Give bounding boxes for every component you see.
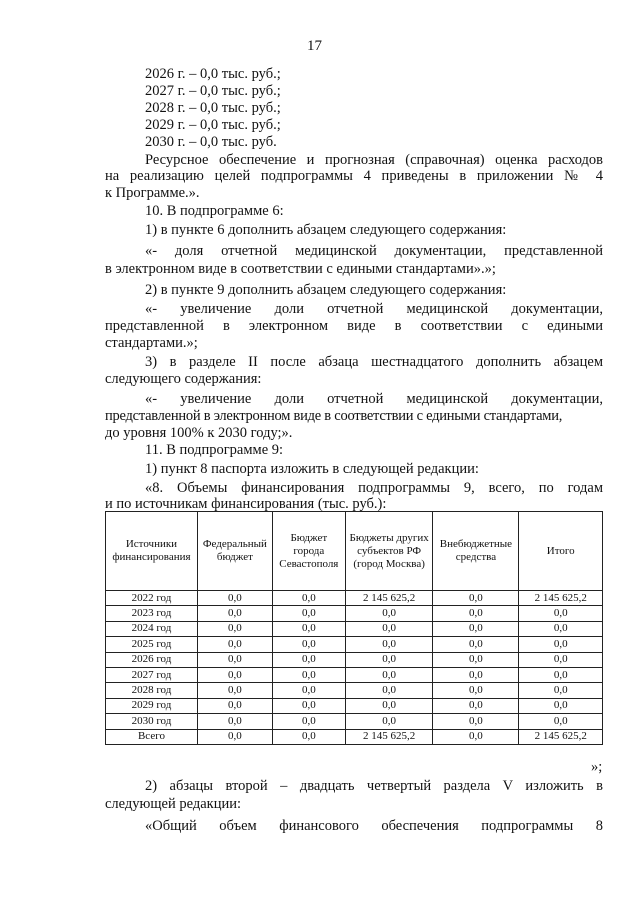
item-11-2-line: следующей редакции: xyxy=(105,796,242,812)
value-cell: 0,0 xyxy=(345,714,433,729)
value-cell: 0,0 xyxy=(519,683,603,698)
header-other-subjects: Бюджеты других субъектов РФ (город Москва) xyxy=(345,512,433,591)
item-10-1: 1) в пункте 6 дополнить абзацем следующего содержания: xyxy=(145,222,507,238)
final-quote-line: «Общий объем финансового обеспечения подпрограммы 8 xyxy=(145,818,603,834)
row-label-cell: 2022 год xyxy=(106,591,198,606)
row-label-cell: Всего xyxy=(106,729,198,744)
value-cell: 0,0 xyxy=(345,652,433,667)
row-label-cell: 2028 год xyxy=(106,683,198,698)
value-cell: 0,0 xyxy=(272,714,345,729)
quote-4-line: и по источникам финансирования (тыс. руб.): xyxy=(105,496,387,512)
item-10-heading: 10. В подпрограмме 6: xyxy=(145,203,284,219)
value-cell: 0,0 xyxy=(519,637,603,652)
table-row xyxy=(106,714,603,729)
value-cell: 0,0 xyxy=(519,667,603,682)
value-cell: 0,0 xyxy=(197,729,272,744)
value-cell: 0,0 xyxy=(519,621,603,636)
table-header-row xyxy=(106,512,603,591)
table-row xyxy=(106,667,603,682)
value-cell: 2 145 625,2 xyxy=(519,729,603,744)
quote-2-line: стандартами.»; xyxy=(105,335,198,351)
header-total: Итого xyxy=(519,512,603,591)
value-cell: 0,0 xyxy=(272,729,345,744)
quote-1-line: в электронном виде в соответствии с едиными стандартами».»; xyxy=(105,261,496,277)
financing-table xyxy=(105,511,603,745)
table-row xyxy=(106,683,603,698)
value-cell: 0,0 xyxy=(345,698,433,713)
value-cell: 0,0 xyxy=(197,652,272,667)
value-cell: 0,0 xyxy=(197,606,272,621)
quote-2-line: «- увеличение доли отчетной медицинской документации, xyxy=(145,301,603,317)
item-11-1: 1) пункт 8 паспорта изложить в следующей редакции: xyxy=(145,461,479,477)
value-cell: 0,0 xyxy=(433,621,519,636)
value-cell: 0,0 xyxy=(272,621,345,636)
value-cell: 0,0 xyxy=(272,591,345,606)
row-label-cell: 2025 год xyxy=(106,637,198,652)
value-cell: 0,0 xyxy=(433,637,519,652)
budget-line-2030: 2030 г. – 0,0 тыс. руб. xyxy=(145,134,277,150)
value-cell: 2 145 625,2 xyxy=(345,729,433,744)
value-cell: 0,0 xyxy=(197,698,272,713)
quote-3-line: «- увеличение доли отчетной медицинской документации, xyxy=(145,391,603,407)
value-cell: 0,0 xyxy=(433,714,519,729)
value-cell: 0,0 xyxy=(272,667,345,682)
quote-4-line: «8. Объемы финансирования подпрограммы 9, всего, по годам xyxy=(145,480,603,496)
budget-line-2029: 2029 г. – 0,0 тыс. руб.; xyxy=(145,117,281,133)
value-cell: 2 145 625,2 xyxy=(345,591,433,606)
value-cell: 0,0 xyxy=(272,698,345,713)
item-10-3-line: следующего содержания: xyxy=(105,371,262,387)
row-label-cell: 2024 год xyxy=(106,621,198,636)
item-10-2: 2) в пункте 9 дополнить абзацем следующего содержания: xyxy=(145,282,507,298)
value-cell: 0,0 xyxy=(345,606,433,621)
value-cell: 0,0 xyxy=(433,729,519,744)
value-cell: 0,0 xyxy=(272,652,345,667)
item-11-heading: 11. В подпрограмме 9: xyxy=(145,442,284,458)
value-cell: 0,0 xyxy=(433,652,519,667)
row-label-cell: 2030 год xyxy=(106,714,198,729)
value-cell: 0,0 xyxy=(197,667,272,682)
budget-line-2026: 2026 г. – 0,0 тыс. руб.; xyxy=(145,66,281,82)
table-row xyxy=(106,621,603,636)
value-cell: 0,0 xyxy=(433,591,519,606)
value-cell: 2 145 625,2 xyxy=(519,591,603,606)
page-number: 17 xyxy=(307,38,322,54)
row-label-cell: 2026 год xyxy=(106,652,198,667)
header-sevastopol: Бюджет города Севастополя xyxy=(272,512,345,591)
table-row xyxy=(106,637,603,652)
resources-paragraph-line: Ресурсное обеспечение и прогнозная (справочная) оценка расходов xyxy=(145,152,603,168)
value-cell: 0,0 xyxy=(519,652,603,667)
value-cell: 0,0 xyxy=(345,637,433,652)
item-10-3-line: 3) в разделе II после абзаца шестнадцатого дополнить абзацем xyxy=(145,354,603,370)
row-label-cell: 2029 год xyxy=(106,698,198,713)
table-row xyxy=(106,652,603,667)
header-extrabudget: Внебюджетные средства xyxy=(433,512,519,591)
header-sources: Источники финансирования xyxy=(106,512,198,591)
value-cell: 0,0 xyxy=(197,714,272,729)
table-row xyxy=(106,606,603,621)
resources-paragraph-line: на реализацию целей подпрограммы 4 приведены в приложении № 4 xyxy=(105,168,603,184)
quote-1-line: «- доля отчетной медицинской документации, представленной xyxy=(145,243,603,259)
value-cell: 0,0 xyxy=(519,698,603,713)
row-label-cell: 2027 год xyxy=(106,667,198,682)
table-row xyxy=(106,698,603,713)
header-federal: Федеральный бюджет xyxy=(197,512,272,591)
value-cell: 0,0 xyxy=(433,698,519,713)
value-cell: 0,0 xyxy=(433,683,519,698)
budget-line-2027: 2027 г. – 0,0 тыс. руб.; xyxy=(145,83,281,99)
quote-2-line: представленной в электронном виде в соответствии с едиными xyxy=(105,318,603,334)
table-closing-mark: »; xyxy=(591,759,603,775)
quote-3-line: представленной в электронном виде в соответствии с едиными стандартами, xyxy=(105,408,563,424)
resources-paragraph-line: к Программе.». xyxy=(105,185,200,201)
value-cell: 0,0 xyxy=(272,683,345,698)
row-label-cell: 2023 год xyxy=(106,606,198,621)
value-cell: 0,0 xyxy=(272,637,345,652)
quote-3-line: до уровня 100% к 2030 году;». xyxy=(105,425,293,441)
value-cell: 0,0 xyxy=(197,621,272,636)
value-cell: 0,0 xyxy=(519,714,603,729)
table-row xyxy=(106,729,603,744)
value-cell: 0,0 xyxy=(345,667,433,682)
value-cell: 0,0 xyxy=(272,606,345,621)
value-cell: 0,0 xyxy=(519,606,603,621)
table-row xyxy=(106,591,603,606)
item-11-2-line: 2) абзацы второй – двадцать четвертый раздела V изложить в xyxy=(145,778,603,794)
value-cell: 0,0 xyxy=(197,683,272,698)
value-cell: 0,0 xyxy=(433,606,519,621)
value-cell: 0,0 xyxy=(345,683,433,698)
value-cell: 0,0 xyxy=(345,621,433,636)
budget-line-2028: 2028 г. – 0,0 тыс. руб.; xyxy=(145,100,281,116)
value-cell: 0,0 xyxy=(197,591,272,606)
value-cell: 0,0 xyxy=(433,667,519,682)
value-cell: 0,0 xyxy=(197,637,272,652)
